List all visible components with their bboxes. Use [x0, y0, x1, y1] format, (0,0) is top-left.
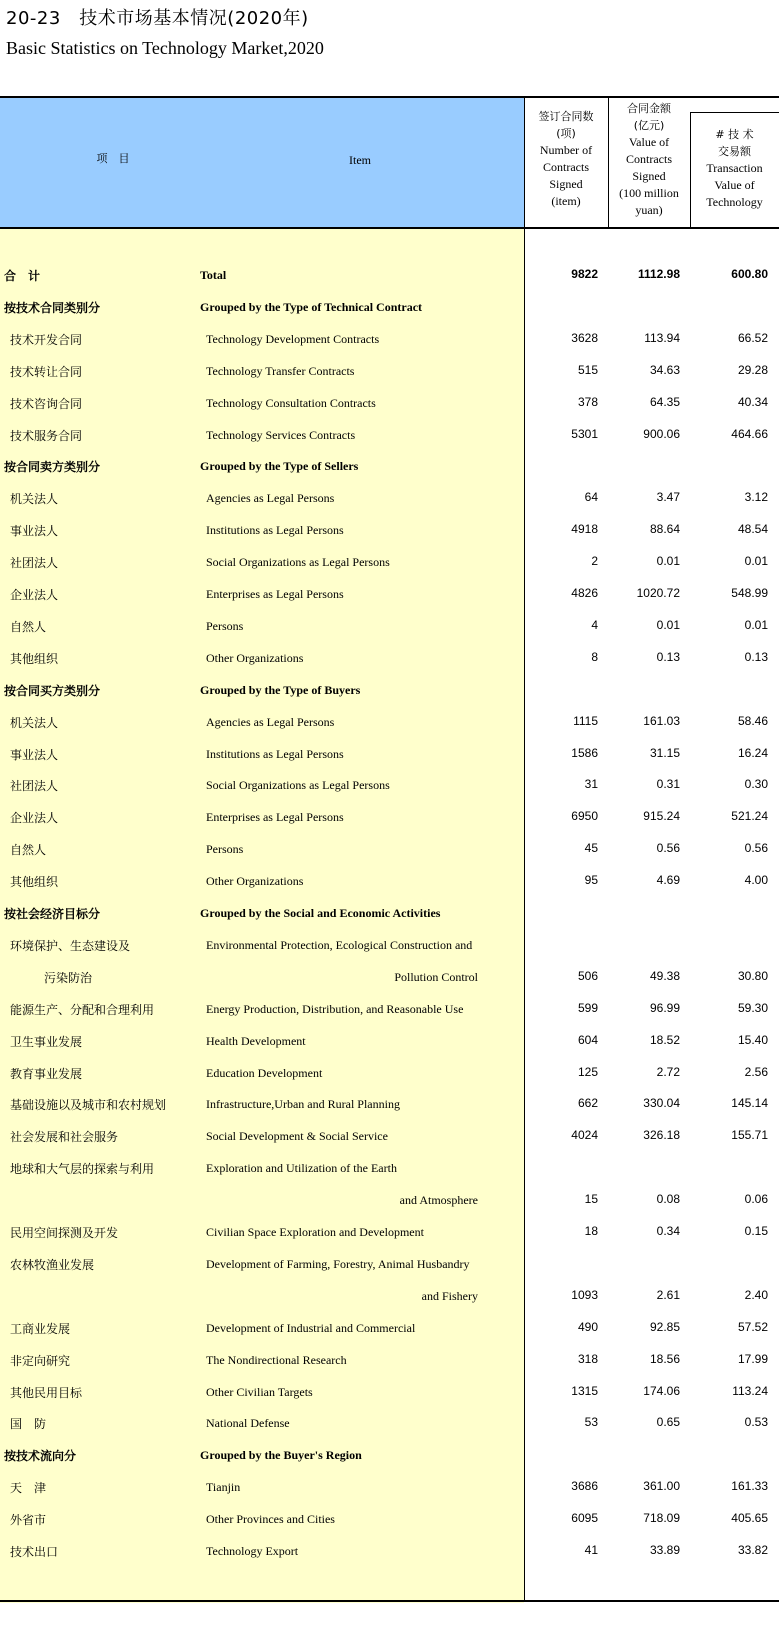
row-label-en: Persons [206, 618, 244, 633]
table-row [0, 1408, 779, 1440]
row-value-3: 0.30 [744, 777, 768, 792]
row-value-3: 161.33 [731, 1479, 768, 1494]
header-contracts-en-2: Contracts [543, 160, 589, 174]
row-label-en: Technology Transfer Contracts [206, 363, 355, 378]
row-label-cn: 按合同买方类别分 [4, 683, 101, 698]
row-value-1: 45 [584, 841, 598, 856]
header-value-en-5: yuan) [635, 203, 663, 217]
row-value-1: 95 [584, 873, 598, 888]
row-label-en: Enterprises as Legal Persons [206, 587, 344, 601]
row-value-2: 0.65 [656, 1415, 680, 1430]
row-label-cn: 农林牧渔业发展 [10, 1257, 95, 1272]
row-value-3: 40.34 [737, 394, 768, 409]
row-value-1: 604 [577, 1032, 598, 1047]
table-row [0, 962, 779, 994]
table-row [0, 1217, 779, 1249]
header-value-en-3: Signed [632, 169, 666, 183]
row-label-cn: 企业法人 [10, 811, 59, 826]
header-contracts [524, 108, 608, 210]
row-label-en: Other Civilian Targets [206, 1384, 313, 1399]
row-value-1: 4024 [571, 1128, 598, 1143]
row-value-1: 490 [577, 1319, 598, 1334]
table-row [0, 515, 779, 547]
row-value-2: 64.35 [649, 394, 680, 409]
total-row [0, 260, 779, 292]
row-label-cn: 按社会经济目标分 [4, 907, 101, 921]
row-label-en: Grouped by the Social and Economic Activities [200, 906, 441, 920]
table-row [0, 1472, 779, 1504]
row-value-1: 3628 [571, 330, 598, 345]
row-value-3: 59.30 [737, 1000, 768, 1015]
row-label-cn: 工商业发展 [10, 1321, 71, 1336]
row-value-2: 361.00 [643, 1479, 680, 1494]
row-value-2: 174.06 [643, 1383, 680, 1398]
row-value-2: 900.06 [643, 426, 680, 441]
row-value-2: 18.56 [649, 1351, 680, 1366]
row-label-cn: 教育事业发展 [10, 1066, 83, 1081]
row-value-3: 600.80 [731, 267, 768, 281]
bottom-rule [0, 1600, 779, 1602]
row-value-1: 125 [577, 1064, 598, 1079]
tech-header-rule [690, 112, 779, 113]
row-label-cn: 机关法人 [10, 492, 59, 507]
top-rule [0, 96, 779, 98]
row-label-cn: 合 计 [4, 269, 41, 283]
row-label-en: Education Development [206, 1065, 323, 1080]
row-value-2: 0.31 [656, 777, 680, 792]
row-label-en: Other Provinces and Cities [206, 1512, 335, 1527]
header-value-cn-2: (亿元) [633, 119, 665, 132]
row-label-en: Technology Consultation Contracts [206, 395, 376, 410]
table-row [0, 770, 779, 802]
row-label-cn: 技术咨询合同 [10, 396, 83, 411]
row-label-cn: 其他民用目标 [10, 1385, 83, 1400]
header-tech-en-1: Transaction [706, 161, 763, 175]
row-value-3: 57.52 [737, 1319, 768, 1334]
row-label-cn: 按技术流向分 [4, 1449, 77, 1464]
table-row [0, 739, 779, 771]
row-value-1: 2 [591, 554, 598, 569]
section-row [0, 898, 779, 930]
header-value-en-2: Contracts [626, 152, 672, 166]
row-value-3: 2.56 [744, 1064, 768, 1079]
row-label-cn: 社团法人 [10, 556, 59, 571]
table-row [0, 1121, 779, 1153]
header-item-en: Item [349, 153, 371, 167]
row-label-en: National Defense [206, 1416, 290, 1431]
header-contracts-cn-1: 签订合同数 [538, 110, 594, 123]
row-label-en: Persons [206, 842, 244, 857]
row-value-2: 18.52 [649, 1032, 680, 1047]
row-label-cn: 事业法人 [10, 747, 59, 762]
row-label-en: Social Organizations as Legal Persons [206, 778, 390, 793]
table-row [0, 994, 779, 1026]
row-value-1: 9822 [571, 267, 598, 281]
row-label-en: Grouped by the Type of Sellers [200, 459, 359, 474]
row-value-1: 6095 [571, 1511, 598, 1526]
row-value-2: 0.56 [656, 841, 680, 856]
row-value-1: 599 [577, 1000, 598, 1015]
row-value-3: 0.15 [744, 1224, 768, 1238]
table-row [0, 1281, 779, 1313]
row-label-en: Development of Farming, Forestry, Animal Husbandry [206, 1256, 470, 1271]
row-value-2: 2.72 [656, 1064, 680, 1079]
row-value-3: 30.80 [737, 968, 768, 983]
row-label-en: Social Organizations as Legal Persons [206, 555, 390, 570]
row-value-3: 405.65 [731, 1511, 768, 1526]
row-value-3: 17.99 [737, 1351, 768, 1366]
table-row [0, 420, 779, 452]
row-label-en: Grouped by the Type of Technical Contract [200, 299, 423, 314]
row-value-2: 4.69 [656, 873, 680, 888]
row-label-cn: 技术服务合同 [10, 428, 83, 443]
row-value-3: 155.71 [731, 1128, 768, 1143]
row-label-en: The Nondirectional Research [206, 1352, 347, 1367]
row-label-cn: 社团法人 [10, 779, 59, 794]
row-value-1: 4918 [571, 522, 598, 537]
header-bottom-rule [0, 227, 779, 229]
row-label-en: Environmental Protection, Ecological Construction and [206, 937, 473, 952]
row-value-2: 3.47 [656, 490, 680, 505]
row-value-1: 5301 [571, 426, 598, 441]
table-row [0, 930, 779, 962]
row-value-1: 1586 [571, 745, 598, 760]
row-label-en: Energy Production, Distribution, and Reasonable Use [206, 1001, 464, 1016]
row-value-2: 1020.72 [636, 586, 680, 600]
row-value-1: 1115 [573, 713, 598, 728]
row-value-1: 3686 [571, 1479, 598, 1494]
row-value-2: 0.13 [656, 649, 680, 664]
row-value-3: 15.40 [737, 1032, 768, 1047]
table-row [0, 1313, 779, 1345]
row-value-3: 0.56 [744, 841, 768, 856]
row-value-1: 318 [577, 1351, 598, 1366]
row-value-3: 0.53 [744, 1415, 768, 1430]
section-row [0, 1440, 779, 1472]
row-label-cn: 非定向研究 [10, 1353, 71, 1368]
header-tech-en-2: Value of [714, 178, 755, 192]
row-label-cn: 按技术合同类别分 [4, 300, 101, 315]
row-value-1: 4826 [571, 586, 598, 600]
row-label-cn: 技术开发合同 [10, 332, 83, 347]
row-value-3: 521.24 [731, 809, 768, 824]
page-title-cn: 20-23 技术市场基本情况(2020年) [6, 8, 309, 29]
row-label-en: Institutions as Legal Persons [206, 746, 344, 761]
row-value-1: 18 [584, 1224, 598, 1238]
row-value-2: 2.61 [656, 1287, 680, 1302]
row-label-en: Agencies as Legal Persons [206, 491, 335, 506]
row-label-cn: 卫生事业发展 [10, 1034, 83, 1049]
row-label-cn: 污染防治 [44, 970, 93, 985]
table-row [0, 1026, 779, 1058]
row-label-en: Technology Development Contracts [206, 331, 380, 346]
row-value-1: 8 [591, 649, 598, 664]
section-row [0, 451, 779, 483]
row-value-1: 41 [584, 1543, 598, 1557]
row-value-2: 34.63 [649, 362, 680, 377]
row-label-cn: 外省市 [10, 1513, 47, 1528]
row-value-1: 378 [577, 394, 598, 409]
row-value-1: 662 [577, 1096, 598, 1111]
header-tech-cn-1: # 技 术 [715, 128, 754, 141]
table-row [0, 1089, 779, 1121]
table-row [0, 483, 779, 515]
row-label-en: Technology Services Contracts [206, 427, 356, 442]
table-row [0, 834, 779, 866]
row-label-en: Total [200, 268, 227, 282]
row-label-en: Technology Export [206, 1544, 299, 1558]
header-tech-cn-2: 交易额 [718, 145, 751, 158]
table-row [0, 1345, 779, 1377]
row-value-3: 2.40 [744, 1287, 768, 1302]
table-row [0, 1377, 779, 1409]
table-row [0, 707, 779, 739]
row-label-en: and Fishery [421, 1288, 478, 1303]
table-row [0, 643, 779, 675]
table-row [0, 356, 779, 388]
row-value-2: 0.01 [656, 554, 680, 569]
section-row [0, 675, 779, 707]
row-value-2: 161.03 [643, 713, 680, 728]
table-row [0, 1504, 779, 1536]
row-value-3: 145.14 [731, 1096, 768, 1111]
row-label-cn: 社会发展和社会服务 [10, 1130, 119, 1145]
header-value-cn-1: 合同金额 [627, 102, 671, 115]
row-value-3: 16.24 [737, 745, 768, 760]
row-value-1: 15 [584, 1192, 598, 1207]
row-value-2: 326.18 [643, 1128, 680, 1143]
row-value-3: 48.54 [737, 522, 768, 537]
row-value-3: 66.52 [737, 330, 768, 345]
row-label-en: Agencies as Legal Persons [206, 714, 335, 729]
row-value-1: 1315 [571, 1383, 598, 1398]
row-value-1: 64 [584, 490, 598, 505]
row-value-2: 0.34 [656, 1224, 680, 1238]
row-value-3: 0.06 [744, 1192, 768, 1207]
row-label-cn: 天 津 [10, 1481, 47, 1496]
header-contracts-en-3: Signed [549, 177, 583, 191]
row-value-1: 31 [584, 777, 598, 792]
header-tech-en-3: Technology [706, 195, 763, 209]
row-label-en: Grouped by the Buyer's Region [200, 1448, 362, 1463]
row-value-3: 548.99 [731, 586, 768, 600]
row-value-2: 31.15 [649, 745, 680, 760]
row-label-cn: 技术转让合同 [10, 364, 83, 379]
row-value-1: 506 [577, 968, 598, 983]
row-label-en: and Atmosphere [399, 1193, 478, 1208]
row-value-3: 33.82 [737, 1543, 768, 1557]
row-label-cn: 其他组织 [10, 651, 59, 666]
header-tech [690, 126, 779, 211]
table-row [0, 547, 779, 579]
header-contracts-en-4: (item) [551, 194, 581, 208]
row-value-3: 0.01 [744, 554, 768, 569]
row-label-en: Health Development [206, 1033, 306, 1048]
table-row [0, 1185, 779, 1217]
row-value-3: 29.28 [737, 362, 768, 377]
row-value-3: 113.24 [732, 1383, 768, 1398]
row-label-en: Development of Industrial and Commercial [206, 1320, 416, 1335]
header-contracts-en-1: Number of [539, 143, 593, 157]
row-label-cn: 地球和大气层的探索与利用 [10, 1162, 155, 1177]
row-value-3: 0.13 [744, 649, 768, 664]
row-value-2: 915.24 [643, 809, 680, 824]
row-label-en: Other Organizations [206, 874, 304, 889]
row-value-1: 1093 [571, 1287, 598, 1302]
row-value-1: 4 [591, 617, 598, 632]
row-label-cn: 基础设施以及城市和农村规划 [10, 1098, 167, 1113]
row-label-en: Pollution Control [394, 969, 478, 984]
row-label-en: Civilian Space Exploration and Development [206, 1225, 424, 1239]
section-row [0, 292, 779, 324]
header-item-cn: 项 目 [96, 152, 130, 165]
row-label-cn: 环境保护、生态建设及 [10, 938, 131, 953]
header-value [608, 100, 690, 219]
row-value-3: 58.46 [737, 713, 768, 728]
table-row [0, 802, 779, 834]
row-label-cn: 按合同卖方类别分 [4, 460, 101, 475]
row-value-2: 49.38 [649, 968, 680, 983]
row-value-2: 330.04 [643, 1096, 680, 1111]
row-value-2: 113.94 [644, 330, 680, 345]
row-value-3: 464.66 [731, 426, 768, 441]
row-value-2: 96.99 [649, 1000, 680, 1015]
row-value-3: 0.01 [744, 617, 768, 632]
row-label-cn: 国 防 [10, 1417, 47, 1432]
row-label-en: Other Organizations [206, 650, 304, 665]
row-value-3: 4.00 [744, 873, 768, 888]
row-value-2: 92.85 [649, 1319, 680, 1334]
row-label-en: Institutions as Legal Persons [206, 523, 344, 538]
row-value-1: 6950 [571, 809, 598, 824]
table-row [0, 866, 779, 898]
row-label-en: Tianjin [206, 1480, 241, 1495]
row-label-cn: 民用空间探测及开发 [10, 1226, 119, 1240]
table-row [0, 388, 779, 420]
row-value-3: 3.12 [744, 490, 768, 505]
table-row [0, 1536, 779, 1568]
table-row [0, 1058, 779, 1090]
header-value-en-1: Value of [628, 135, 670, 149]
table-row [0, 579, 779, 611]
row-label-en: Social Development & Social Service [206, 1129, 388, 1144]
row-label-cn: 自然人 [10, 843, 47, 858]
row-value-2: 0.01 [656, 617, 680, 632]
row-value-1: 53 [584, 1415, 598, 1430]
row-label-cn: 能源生产、分配和合理利用 [10, 1002, 155, 1017]
row-label-cn: 其他组织 [10, 875, 59, 890]
row-value-2: 1112.98 [637, 267, 680, 281]
table-row [0, 1249, 779, 1281]
row-label-en: Enterprises as Legal Persons [206, 810, 344, 825]
row-value-2: 0.08 [656, 1192, 680, 1207]
table-row [0, 324, 779, 356]
row-label-en: Exploration and Utilization of the Earth [206, 1161, 397, 1176]
row-value-2: 718.09 [643, 1511, 680, 1526]
header-contracts-cn-2: (项) [556, 127, 576, 140]
row-label-cn: 自然人 [10, 619, 47, 634]
row-label-cn: 企业法人 [10, 588, 59, 602]
row-value-2: 33.89 [649, 1543, 680, 1557]
row-label-cn: 技术出口 [10, 1545, 59, 1559]
row-label-cn: 机关法人 [10, 715, 59, 730]
row-value-1: 515 [577, 362, 598, 377]
row-label-en: Grouped by the Type of Buyers [200, 682, 361, 697]
table-row [0, 611, 779, 643]
row-label-cn: 事业法人 [10, 524, 59, 539]
table-row [0, 1153, 779, 1185]
header-value-en-4: (100 million [619, 186, 679, 200]
row-label-en: Infrastructure,Urban and Rural Planning [206, 1097, 400, 1112]
row-value-2: 88.64 [649, 522, 680, 537]
page-title-en: Basic Statistics on Technology Market,2020 [6, 38, 324, 58]
